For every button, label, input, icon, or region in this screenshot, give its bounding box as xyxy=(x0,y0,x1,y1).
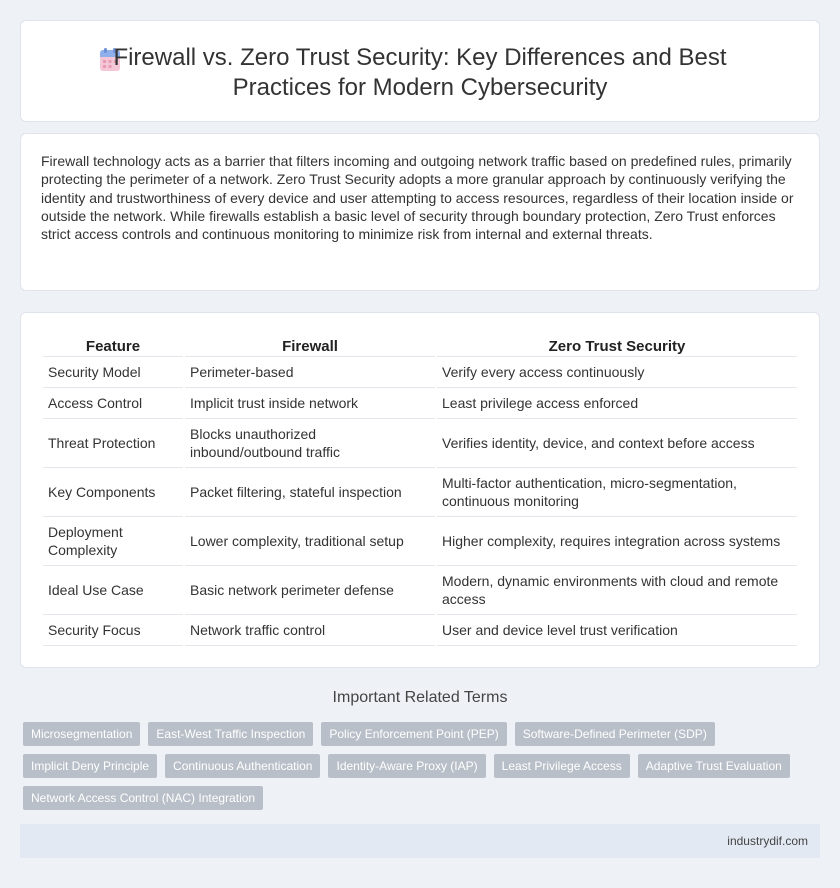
comparison-table xyxy=(41,335,799,646)
tag[interactable]: Network Access Control (NAC) Integration xyxy=(23,786,263,810)
table-cell: Blocks unauthorized inbound/outbound traffic xyxy=(185,419,435,468)
intro-paragraph: Firewall technology acts as a barrier that filters incoming and outgoing network traffic based on predefined rules, primarily protecting the perimeter of a network. Zero Trust Security adopts a more granular approach by continuously verifying the identity and trustworthiness of every device and user attempting to access resources, regardless of their location inside or outside the network. While firewalls establish a basic level of security through boundary protection, Zero Trust enforces strict access controls and continuous monitoring to minimize risk from internal and external threats. xyxy=(41,153,794,243)
table-row xyxy=(43,388,797,419)
table-cell: Packet filtering, stateful inspection xyxy=(185,468,435,517)
table-cell: Modern, dynamic environments with cloud and remote access xyxy=(437,566,797,615)
tag[interactable]: Continuous Authentication xyxy=(165,754,320,778)
table-cell: Key Components xyxy=(43,468,183,517)
header-feature: Feature xyxy=(43,335,183,357)
comparison-table-card xyxy=(20,312,820,668)
table-cell: Threat Protection xyxy=(43,419,183,468)
table-cell: Ideal Use Case xyxy=(43,566,183,615)
related-terms-title: Important Related Terms xyxy=(332,689,508,706)
table-cell: Access Control xyxy=(43,388,183,419)
tag[interactable]: Microsegmentation xyxy=(23,722,140,746)
table-row xyxy=(43,419,797,468)
table-cell: Deployment Complexity xyxy=(43,517,183,566)
table-row xyxy=(43,517,797,566)
table-row xyxy=(43,468,797,517)
table-cell: Verifies identity, device, and context before access xyxy=(437,419,797,468)
related-terms-tags xyxy=(23,722,803,810)
intro-card xyxy=(20,133,820,291)
table-cell: Least privilege access enforced xyxy=(437,388,797,419)
tag[interactable]: Identity-Aware Proxy (IAP) xyxy=(328,754,485,778)
table-cell: Higher complexity, requires integration across systems xyxy=(437,517,797,566)
tag[interactable]: Implicit Deny Principle xyxy=(23,754,157,778)
table-cell: Network traffic control xyxy=(185,615,435,646)
footer xyxy=(20,824,820,858)
table-cell: Lower complexity, traditional setup xyxy=(185,517,435,566)
table-header-row xyxy=(43,335,797,357)
tag[interactable]: East-West Traffic Inspection xyxy=(148,722,313,746)
table-cell: Security Focus xyxy=(43,615,183,646)
footer-site-link[interactable]: industrydif.com xyxy=(727,834,808,848)
table-cell: Verify every access continuously xyxy=(437,357,797,388)
table-cell: Security Model xyxy=(43,357,183,388)
table-cell: Implicit trust inside network xyxy=(185,388,435,419)
table-cell: Multi-factor authentication, micro-segmentation, continuous monitoring xyxy=(437,468,797,517)
header-firewall: Firewall xyxy=(185,335,435,357)
tag[interactable]: Adaptive Trust Evaluation xyxy=(638,754,790,778)
tag[interactable]: Least Privilege Access xyxy=(494,754,630,778)
tag[interactable]: Software-Defined Perimeter (SDP) xyxy=(515,722,715,746)
tag[interactable]: Policy Enforcement Point (PEP) xyxy=(321,722,506,746)
title-card xyxy=(20,20,820,122)
table-cell: Basic network perimeter defense xyxy=(185,566,435,615)
table-row xyxy=(43,566,797,615)
page-title: Firewall vs. Zero Trust Security: Key Differences and Best Practices for Modern Cybersecurity xyxy=(113,44,727,101)
table-row xyxy=(43,615,797,646)
table-cell: Perimeter-based xyxy=(185,357,435,388)
header-zero-trust: Zero Trust Security xyxy=(437,335,797,357)
table-cell: User and device level trust verification xyxy=(437,615,797,646)
table-row xyxy=(43,357,797,388)
